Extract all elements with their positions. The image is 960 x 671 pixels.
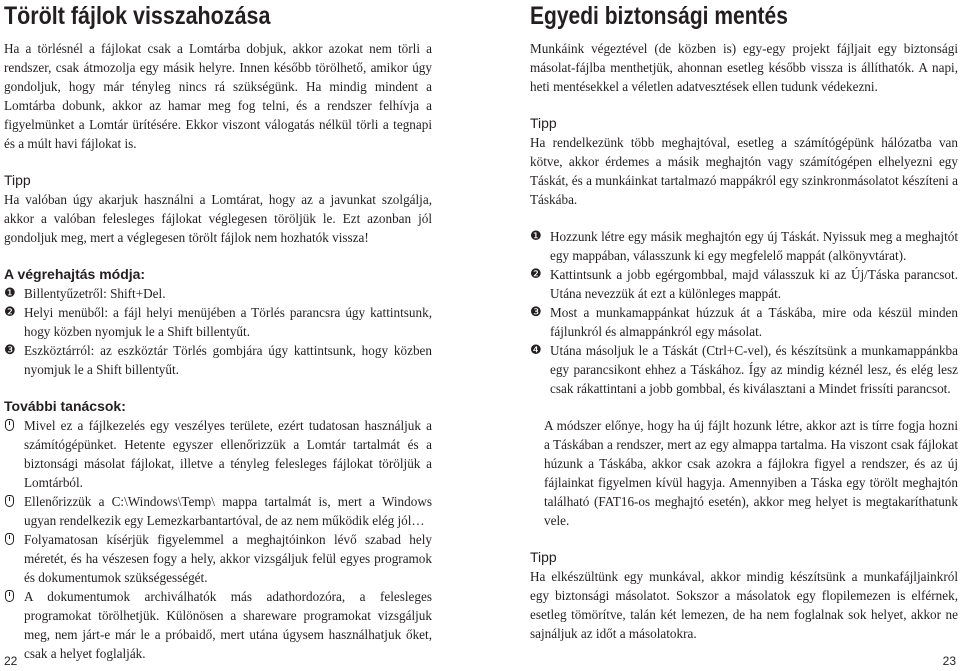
step-number-2: ❷ [4, 305, 16, 320]
right-page-title: Egyedi biztonsági mentés [530, 2, 788, 30]
step-number-4: ❹ [530, 343, 542, 358]
step-number-3: ❸ [530, 305, 542, 320]
left-intro-paragraph: Ha a törlésnél a fájlokat csak a Lomtárba dobjuk, akkor azokat nem törli a rendszer, csak átmozolja egy másik helyre. Innen később törölhető, amikor úgy gondoljuk, hogy már tényleg nincs rá szükségünk. Ha mindig mindent a Lomtárba dobunk, akkor az hamar meg fog telni, és a rendszer felhívja a figyelmünket a Lomtár ürítésére. Ekkor viszont válogatás nélkül törli a tegnapi és a múlt havi fájlokat is. [4, 41, 432, 151]
tip-text: Folyamatosan kísérjük figyelemmel a meghajtóinkon lévő szabad hely méretét, és ha vészesen fogy a hely, akkor vizsgáljuk felül egyes programok és dokumentumok szükségességét. [24, 532, 432, 585]
step-item [530, 341, 958, 398]
step-text: Helyi menüből: a fájl helyi menüjében a Törlés parancsra úgy kattintsunk, hogy közben nyomjuk le a Shift billentyűt. [24, 305, 432, 339]
step-number-1: ❶ [530, 229, 542, 244]
step-number-2: ❷ [530, 267, 542, 282]
mouse-icon [5, 495, 14, 507]
more-tips-heading: További tanácsok: [4, 398, 126, 414]
tip-item [4, 492, 432, 530]
method-advantage-paragraph: A módszer előnye, hogy ha új fájlt hozunk létre, akkor azt is tírre fogja hozni a Táskában a rendszer, mert az egy almappa tartalma. Ha viszont csak fájlokat húzunk a Táskába, akkor csak azokra a fájlokra figyel a rendszer, és az új fájlainkat figyelmen kívül hagyja. Amennyiben a Táska egy törölt meghajtón található (FAT16-os meghajtó esetén), akkor meg helyet is megtakaríthatunk vele. [544, 418, 958, 528]
right-page-number: 23 [942, 654, 956, 668]
method-heading: A végrehajtás módja: [4, 266, 146, 282]
step-number-1: ❶ [4, 286, 16, 301]
right-tip2-text: Ha elkészültünk egy munkával, akkor mindig készítsünk a munkafájljainkról egy biztonsági másolatot. Sokszor a másolatok egy flopilemezen is elférnek, esetleg tömörítve, talán két lemezen, de ha nem foglalnak sok helyet, akkor ne sajnáljuk az időt a másolatokra. [530, 569, 958, 641]
step-item [4, 303, 432, 341]
tip-text: Mivel ez a fájlkezelés egy veszélyes területe, ezért tudatosan használjuk a számítógépünket. Hetente egyszer ellenőrizzük a Lomtár tartalmát és a biztonsági másolat fájlokat, illetve a tényleg felesleges fájlokat töröljük a Lomtárból. [24, 418, 432, 490]
right-tip-heading: Tipp [530, 115, 557, 131]
step-text: Most a munkamappánkat húzzuk át a Táskába, mire oda készül minden fájlunkról és almappánkról egy másolat. [550, 305, 958, 339]
mouse-icon [5, 533, 14, 545]
step-text: Billentyűzetről: Shift+Del. [24, 286, 166, 301]
step-text: Utána másoljuk le a Táskát (Ctrl+C-vel), és készítsünk a munkamappánkba egy parancsikont ehhez a Táskához. Így az mindig kéznél lesz, és elég lesz csak rákattintani a jobb gombbal, és kiválasztani a Mindet frissíti parancsot. [550, 343, 958, 396]
left-step-list [4, 284, 432, 379]
right-step-list [530, 227, 958, 398]
right-page [530, 0, 958, 643]
right-intro-paragraph: Munkáink végeztével (de közben is) egy-egy projekt fájljait egy biztonsági másolat-fájlba menthetjük, ahonnan esetleg később vissza is állíthatók. A napi, heti mentésekkel a véletlen adatvesztések ellen tudunk védekezni. [530, 41, 958, 94]
tip-item [4, 530, 432, 587]
left-page [4, 0, 432, 663]
step-text: Kattintsunk a jobb egérgombbal, majd válasszuk ki az Új/Táska parancsot. Utána nevezzük át ezt a különleges mappát. [550, 267, 958, 301]
tip-item [4, 587, 432, 663]
tip-text: A dokumentumok archiválhatók más adathordozóra, a felesleges programokat törölhetjük. Különösen a shareware programokat vizsgáljuk meg, nem járt-e már le a próbaidő, mert utána úgysem használhatjuk őket, csak a helyet foglalják. [24, 589, 432, 661]
step-item [530, 303, 958, 341]
mouse-icon [5, 419, 14, 431]
step-item [530, 227, 958, 265]
left-page-number: 22 [4, 654, 18, 668]
step-text: Hozzunk létre egy másik meghajtón egy új Táskát. Nyissuk meg a meghajtót egy mappában, válasszunk ki egy megfelelő mappát (alkönyvtárat). [550, 229, 958, 263]
more-tips-list [4, 416, 432, 663]
step-number-3: ❸ [4, 343, 16, 358]
left-tip-text: Ha valóban úgy akarjuk használni a Lomtárat, hogy az a javunkat szolgálja, akkor a valóban felesleges fájlokat véglegesen töröljük le. Ezt azonban jól gondoljuk meg, mert a véglegesen törölt fájlok nem hozhatók vissza! [4, 192, 432, 245]
left-page-title: Törölt fájlok visszahozása [4, 2, 271, 30]
left-tip-heading: Tipp [4, 172, 31, 188]
step-item [530, 265, 958, 303]
right-tip-text: Ha rendelkezünk több meghajtóval, esetleg a számítógépünk hálózatba van kötve, akkor érdemes a másik meghajtón vagy számítógépen elhelyezni egy Táskát, és a munkáinkat tartalmazó mappákról egy szinkronmásolatot készíteni a Táskába. [530, 135, 958, 207]
step-item [4, 341, 432, 379]
tip-item [4, 416, 432, 492]
tip-text: Ellenőrizzük a C:\Windows\Temp\ mappa tartalmát is, mert a Windows ugyan rendelkezik egy Lemezkarbantartóval, de az nem működik elég jól… [24, 494, 432, 528]
step-text: Eszköztárról: az eszköztár Törlés gombjára úgy kattintsunk, hogy közben nyomjuk le a Shift billentyűt. [24, 343, 432, 377]
mouse-icon [5, 590, 14, 602]
right-tip2-heading: Tipp [530, 549, 557, 565]
step-item [4, 284, 432, 303]
